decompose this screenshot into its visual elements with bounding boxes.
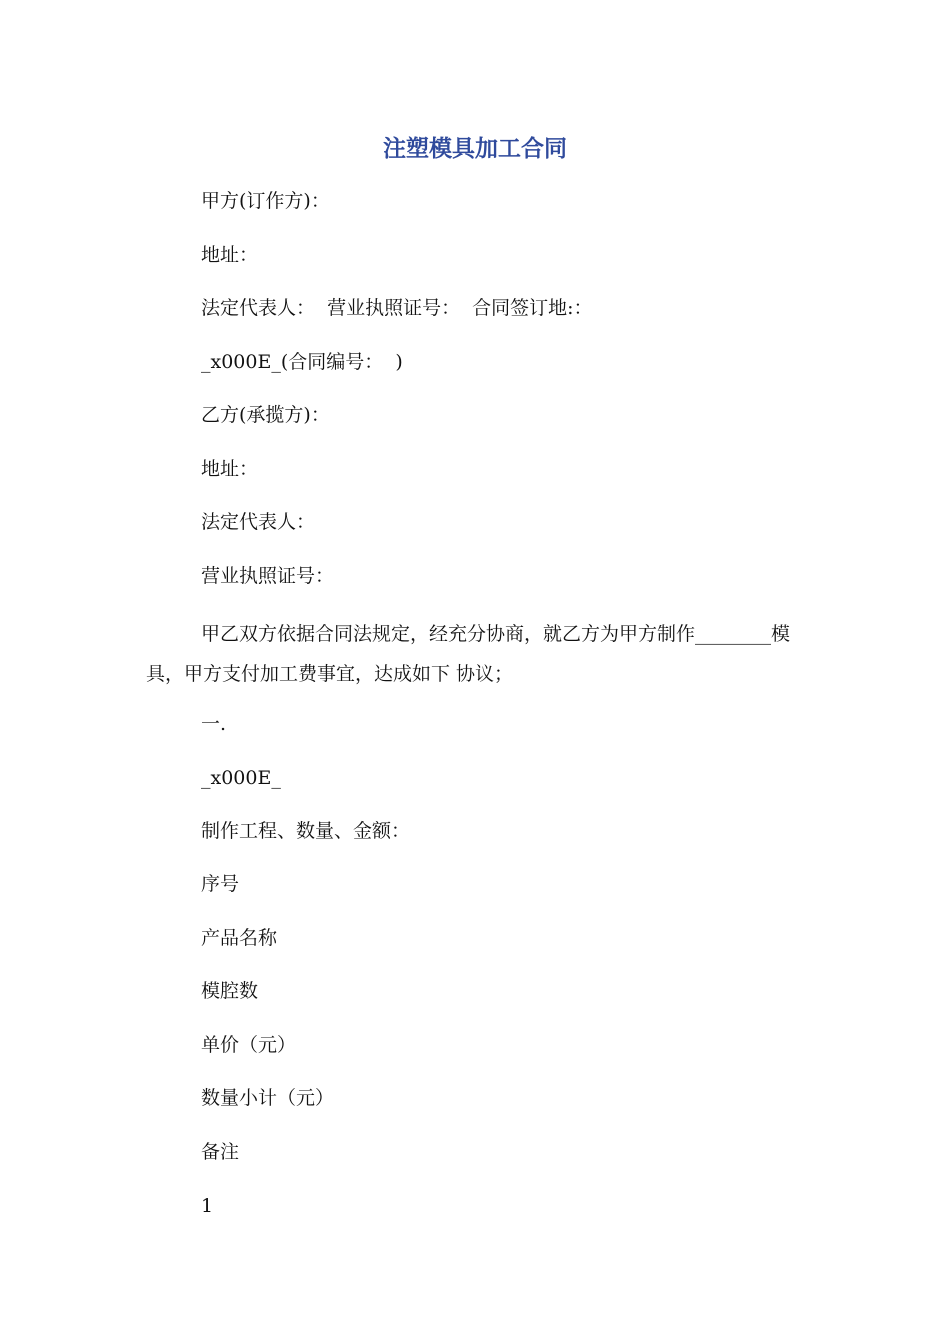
party-b-address: 地址：	[201, 458, 259, 480]
party-a-contract-number: _x000E_(合同编号： )	[201, 351, 403, 373]
table-header-product-name: 产品名称	[201, 927, 278, 949]
party-a-label: 甲方(订作方)：	[201, 190, 330, 212]
party-b-license-number: 营业执照证号：	[201, 565, 335, 587]
table-header-remarks: 备注	[201, 1141, 240, 1163]
section-one-marker: _x000E_	[201, 767, 281, 789]
table-header-cavity-count: 模腔数	[201, 980, 259, 1002]
party-b-legal-rep: 法定代表人：	[201, 511, 316, 533]
party-a-rep-license-place: 法定代表人： 营业执照证号： 合同签订地:：	[201, 297, 593, 319]
table-header-unit-price: 单价（元）	[201, 1034, 297, 1056]
table-header-subtotal: 数量小计（元）	[201, 1087, 335, 1109]
table-row-index: 1	[201, 1195, 214, 1217]
document-title: 注塑模具加工合同	[383, 136, 567, 162]
section-one-number: 一.	[201, 713, 227, 735]
table-header-index: 序号	[201, 873, 240, 895]
section-one-heading: 制作工程、数量、金额：	[201, 820, 411, 842]
preamble-paragraph: 甲乙双方依据合同法规定，经充分协商，就乙方为甲方制作________模具，甲方支付加工费事宜，达成如下 协议；	[146, 623, 791, 685]
party-a-address: 地址：	[201, 244, 259, 266]
party-b-label: 乙方(承揽方)：	[201, 404, 330, 426]
